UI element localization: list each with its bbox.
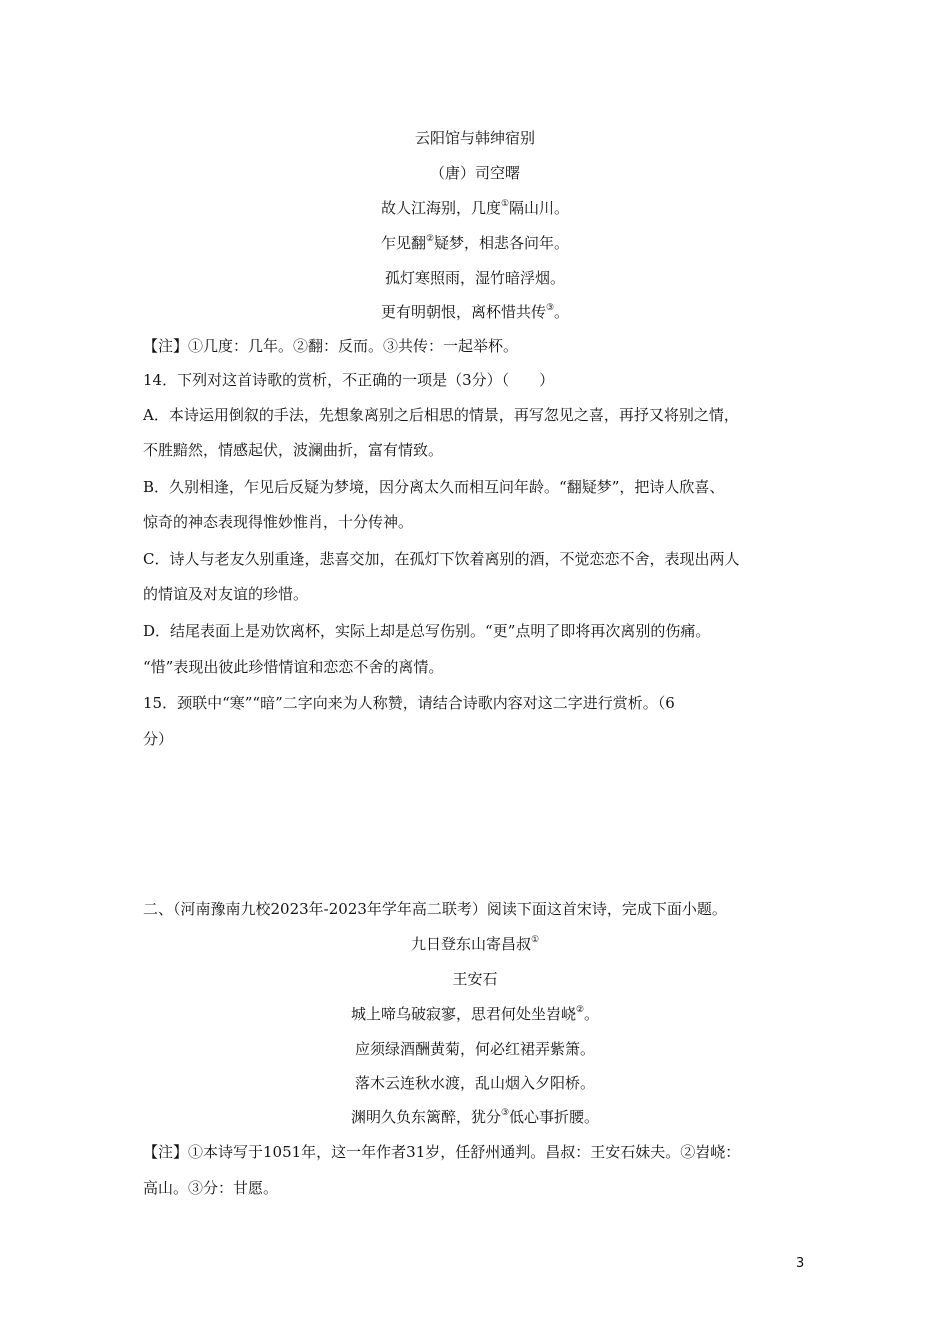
poem1-author: （唐）司空曙 (429, 164, 520, 182)
q14-option-a-line1: A．本诗运用倒叙的手法，先想象离别之后相思的情景，再写忽见之喜，再抒又将别之情， (143, 406, 739, 424)
poem2-note-line2: 高山。③分：甘愿。 (143, 1179, 279, 1197)
q15-line1: 15．颈联中“寒”“暗”二字向来为人称赞，请结合诗歌内容对这二字进行赏析。（6 (143, 694, 675, 712)
q14-option-d-line1: D．结尾表面上是劝饮离杯，实际上却是总写伤别。“更”点明了即将再次离别的伤痛。 (143, 622, 711, 640)
q14-option-d-line2: “惜”表现出彼此珍惜情谊和恋恋不舍的离情。 (143, 658, 444, 676)
poem2-note-line1: 【注】①本诗写于1051年，这一年作者31岁，任舒州通判。昌叔：王安石妹夫。②岧峣： (143, 1143, 741, 1161)
poem1-note: 【注】①几度：几年。②翻：反而。③共传：一起举杯。 (143, 337, 519, 355)
poem2-line4: 渊明久负东篱醉，犹分③低心事折腰。 (350, 1108, 600, 1126)
poem2-line3: 落木云连秋水渡，乱山烟入夕阳桥。 (354, 1074, 595, 1092)
q15-line2: 分） (143, 730, 174, 748)
poem1-line2: 乍见翻②疑梦，相悲各问年。 (380, 234, 570, 252)
poem2-line1: 城上啼乌破寂寥，思君何处坐岧峣②。 (350, 1005, 600, 1023)
poem1-line1: 故人江海别，几度①隔山川。 (380, 199, 570, 217)
q14-option-b-line2: 惊奇的神态表现得惟妙惟肖，十分传神。 (143, 513, 414, 531)
poem2-author: 王安石 (452, 970, 498, 988)
section2-intro: 二、（河南豫南九校2023年-2023年学年高二联考）阅读下面这首宋诗，完成下面小题。 (143, 900, 727, 918)
q14-option-c-line2: 的情谊及对友谊的珍惜。 (143, 585, 309, 603)
poem2-title: 九日登东山寄昌叔① (410, 935, 540, 953)
q14-option-a-line2: 不胜黯然，情感起伏，波澜曲折，富有情致。 (143, 441, 444, 459)
poem2-line2: 应须绿酒酬黄菊，何必红裙弄紫箫。 (354, 1040, 595, 1058)
poem1-title: 云阳馆与韩绅宿别 (414, 129, 535, 147)
poem1-line3: 孤灯寒照雨，湿竹暗浮烟。 (384, 269, 565, 287)
q14-option-c-line1: C．诗人与老友久别重逢，悲喜交加，在孤灯下饮着离别的酒，不觉恋恋不舍，表现出两人 (143, 550, 740, 568)
q14-option-b-line1: B．久别相逢，乍见后反疑为梦境，因分离太久而相互问年龄。“翻疑梦”，把诗人欣喜、 (143, 478, 725, 496)
poem1-line4: 更有明朝恨，离杯惜共传③。 (380, 303, 570, 321)
q14-stem: 14．下列对这首诗歌的赏析，不正确的一项是（3分）（ ） (143, 371, 555, 389)
page-number: 3 (796, 1256, 805, 1271)
